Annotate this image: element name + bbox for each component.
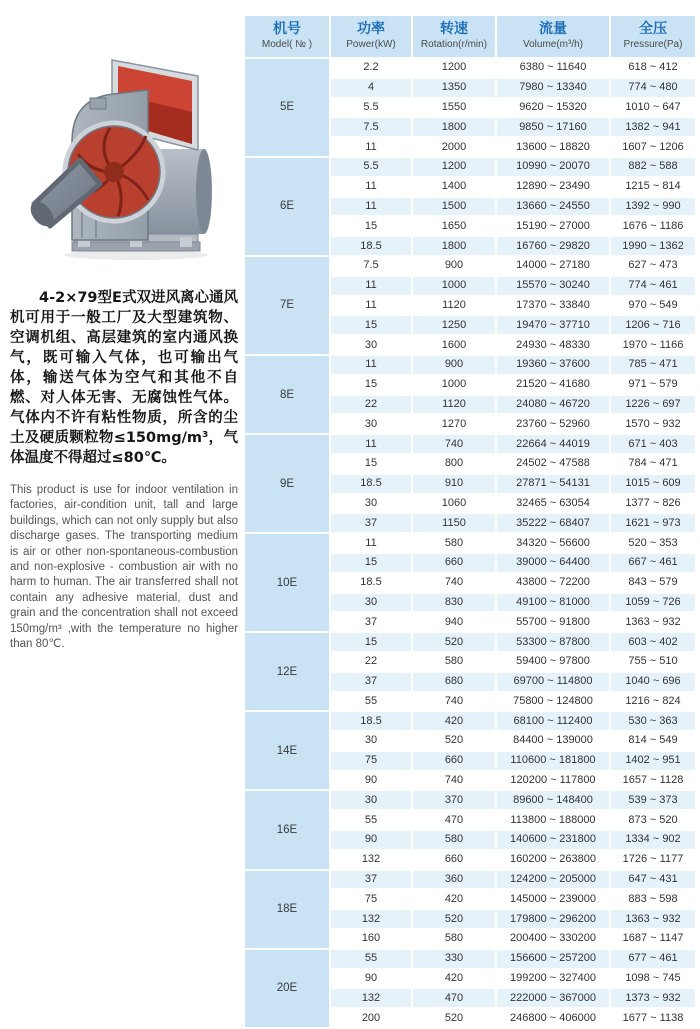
spec-value: 27871 ~ 54131 xyxy=(497,475,609,493)
spec-value: 10990 ~ 20070 xyxy=(497,158,609,176)
spec-value: 124200 ~ 205000 xyxy=(497,871,609,889)
spec-value: 13600 ~ 18820 xyxy=(497,138,609,156)
spec-value: 1120 xyxy=(413,297,495,315)
table-row xyxy=(245,435,695,453)
spec-value: 19470 ~ 37710 xyxy=(497,316,609,334)
table-row xyxy=(245,633,695,651)
spec-value: 113800 ~ 188000 xyxy=(497,811,609,829)
spec-value: 1334 ~ 902 xyxy=(611,831,695,849)
spec-value: 37 xyxy=(331,871,411,889)
spec-value: 24930 ~ 48330 xyxy=(497,336,609,354)
spec-value: 84400 ~ 139000 xyxy=(497,732,609,750)
header-rotation xyxy=(413,16,495,57)
left-column xyxy=(10,14,238,664)
spec-value: 222000 ~ 367000 xyxy=(497,989,609,1007)
table-row xyxy=(245,534,695,552)
spec-value: 19360 ~ 37600 xyxy=(497,356,609,374)
spec-value: 9850 ~ 17160 xyxy=(497,118,609,136)
spec-value: 470 xyxy=(413,989,495,1007)
description-chinese: 4-2×79型E式双进风离心通风机可用于一般工厂及大型建筑物、空调机组、高层建筑的室内通风换气，既可输入气体，也可输出气体，输送气体为空气和其他不自燃、对人体无害、无腐蚀性气体。气体内不许有粘性物质，所含的尘土及硬质颗粒物≤150mg/m³，气体温度不得超过≤80℃。 xyxy=(10,290,238,466)
spec-value: 200 xyxy=(331,1009,411,1027)
spec-value: 740 xyxy=(413,435,495,453)
spec-value: 1500 xyxy=(413,198,495,216)
header-model-cn: 机号 xyxy=(273,21,301,38)
spec-value: 1015 ~ 609 xyxy=(611,475,695,493)
spec-value: 6380 ~ 11640 xyxy=(497,59,609,77)
description-english: This product is use for indoor ventilation in factories, air-condition unit, tall and large buildings, which can not only supply but also discharge gases. The transporting medium is air or other non-spontaneous-combustion and non-explosive - combustion air with no harm to human. The air transferred shall not contain any adhesive material, dust and grain and the concentration shall not exceed 150mg/m³ ,with the temperature no higher than 80℃. xyxy=(10,484,238,651)
spec-value: 37 xyxy=(331,673,411,691)
spec-value: 11 xyxy=(331,356,411,374)
spec-value: 1621 ~ 973 xyxy=(611,514,695,532)
spec-value: 34320 ~ 56600 xyxy=(497,534,609,552)
spec-value: 1363 ~ 932 xyxy=(611,910,695,928)
spec-value: 16760 ~ 29820 xyxy=(497,237,609,255)
spec-value: 21520 ~ 41680 xyxy=(497,376,609,394)
spec-value: 680 xyxy=(413,673,495,691)
spec-value: 18.5 xyxy=(331,712,411,730)
spec-value: 7.5 xyxy=(331,118,411,136)
spec-value: 774 ~ 480 xyxy=(611,79,695,97)
spec-value: 1200 xyxy=(413,158,495,176)
spec-value: 15 xyxy=(331,633,411,651)
spec-value: 1382 ~ 941 xyxy=(611,118,695,136)
table-row xyxy=(245,791,695,809)
spec-value: 1226 ~ 697 xyxy=(611,396,695,414)
spec-value: 520 xyxy=(413,1009,495,1027)
spec-value: 160 xyxy=(331,930,411,948)
spec-value: 59400 ~ 97800 xyxy=(497,653,609,671)
header-pressure xyxy=(611,16,695,57)
spec-value: 49100 ~ 81000 xyxy=(497,594,609,612)
spec-value: 132 xyxy=(331,851,411,869)
spec-value: 11 xyxy=(331,178,411,196)
spec-value: 15570 ~ 30240 xyxy=(497,277,609,295)
spec-value: 677 ~ 461 xyxy=(611,950,695,968)
spec-value: 199200 ~ 327400 xyxy=(497,970,609,988)
spec-value: 900 xyxy=(413,356,495,374)
spec-value: 30 xyxy=(331,415,411,433)
spec-value: 200400 ~ 330200 xyxy=(497,930,609,948)
spec-value: 30 xyxy=(331,495,411,513)
spec-table-body xyxy=(245,59,695,1027)
spec-value: 1000 xyxy=(413,376,495,394)
spec-value: 420 xyxy=(413,712,495,730)
spec-value: 1200 xyxy=(413,59,495,77)
header-rotation-cn: 转速 xyxy=(440,21,468,38)
spec-value: 1650 xyxy=(413,217,495,235)
spec-value: 940 xyxy=(413,613,495,631)
spec-value: 420 xyxy=(413,890,495,908)
spec-value: 15 xyxy=(331,376,411,394)
header-power-en: Power(kW) xyxy=(346,38,396,50)
spec-value: 132 xyxy=(331,989,411,1007)
spec-value: 330 xyxy=(413,950,495,968)
spec-value: 1350 xyxy=(413,79,495,97)
spec-value: 360 xyxy=(413,871,495,889)
header-volume-cn: 流量 xyxy=(539,21,567,38)
spec-value: 55 xyxy=(331,950,411,968)
spec-value: 1657 ~ 1128 xyxy=(611,772,695,790)
spec-value: 15 xyxy=(331,554,411,572)
spec-value: 11 xyxy=(331,534,411,552)
spec-value: 785 ~ 471 xyxy=(611,356,695,374)
spec-value: 5.5 xyxy=(331,158,411,176)
spec-value: 30 xyxy=(331,791,411,809)
spec-value: 627 ~ 473 xyxy=(611,257,695,275)
spec-value: 800 xyxy=(413,455,495,473)
spec-value: 37 xyxy=(331,613,411,631)
spec-value: 11 xyxy=(331,198,411,216)
spec-value: 7.5 xyxy=(331,257,411,275)
spec-value: 11 xyxy=(331,277,411,295)
spec-value: 22664 ~ 44019 xyxy=(497,435,609,453)
spec-value: 23760 ~ 52960 xyxy=(497,415,609,433)
spec-value: 30 xyxy=(331,732,411,750)
spec-value: 1150 xyxy=(413,514,495,532)
spec-value: 618 ~ 412 xyxy=(611,59,695,77)
spec-value: 1206 ~ 716 xyxy=(611,316,695,334)
spec-value: 43800 ~ 72200 xyxy=(497,574,609,592)
spec-value: 90 xyxy=(331,831,411,849)
spec-value: 530 ~ 363 xyxy=(611,712,695,730)
spec-value: 539 ~ 373 xyxy=(611,791,695,809)
spec-value: 12890 ~ 23490 xyxy=(497,178,609,196)
model-cell: 8E xyxy=(245,356,329,433)
spec-value: 910 xyxy=(413,475,495,493)
model-cell: 7E xyxy=(245,257,329,354)
model-cell: 16E xyxy=(245,791,329,868)
spec-value: 1250 xyxy=(413,316,495,334)
model-cell: 18E xyxy=(245,871,329,948)
spec-value: 647 ~ 431 xyxy=(611,871,695,889)
spec-value: 13660 ~ 24550 xyxy=(497,198,609,216)
spec-value: 132 xyxy=(331,910,411,928)
spec-value: 18.5 xyxy=(331,237,411,255)
model-cell: 9E xyxy=(245,435,329,532)
spec-value: 1990 ~ 1362 xyxy=(611,237,695,255)
spec-value: 1215 ~ 814 xyxy=(611,178,695,196)
spec-value: 37 xyxy=(331,514,411,532)
spec-value: 883 ~ 598 xyxy=(611,890,695,908)
spec-value: 784 ~ 471 xyxy=(611,455,695,473)
spec-value: 5.5 xyxy=(331,99,411,117)
spec-value: 35222 ~ 68407 xyxy=(497,514,609,532)
spec-value: 18.5 xyxy=(331,574,411,592)
spec-value: 580 xyxy=(413,831,495,849)
spec-value: 9620 ~ 15320 xyxy=(497,99,609,117)
spec-value: 22 xyxy=(331,396,411,414)
spec-table xyxy=(243,14,697,1029)
spec-value: 1040 ~ 696 xyxy=(611,673,695,691)
spec-value: 17370 ~ 33840 xyxy=(497,297,609,315)
header-power xyxy=(331,16,411,57)
spec-value: 110600 ~ 181800 xyxy=(497,752,609,770)
spec-value: 1726 ~ 1177 xyxy=(611,851,695,869)
table-row xyxy=(245,158,695,176)
model-cell: 20E xyxy=(245,950,329,1027)
header-model-en: Model( № ) xyxy=(261,38,313,50)
spec-value: 120200 ~ 117800 xyxy=(497,772,609,790)
spec-value: 1400 xyxy=(413,178,495,196)
spec-value: 970 ~ 549 xyxy=(611,297,695,315)
spec-value: 370 xyxy=(413,791,495,809)
header-rotation-en: Rotation(r/min) xyxy=(420,38,488,50)
spec-value: 740 xyxy=(413,772,495,790)
spec-value: 1676 ~ 1186 xyxy=(611,217,695,235)
spec-value: 90 xyxy=(331,772,411,790)
spec-value: 671 ~ 403 xyxy=(611,435,695,453)
spec-value: 68100 ~ 112400 xyxy=(497,712,609,730)
model-cell: 5E xyxy=(245,59,329,156)
spec-value: 1216 ~ 824 xyxy=(611,693,695,711)
spec-value: 660 xyxy=(413,851,495,869)
spec-value: 90 xyxy=(331,970,411,988)
spec-value: 53300 ~ 87800 xyxy=(497,633,609,651)
spec-value: 774 ~ 461 xyxy=(611,277,695,295)
spec-value: 75800 ~ 124800 xyxy=(497,693,609,711)
spec-value: 971 ~ 579 xyxy=(611,376,695,394)
spec-value: 520 xyxy=(413,910,495,928)
spec-value: 900 xyxy=(413,257,495,275)
spec-value: 14000 ~ 27180 xyxy=(497,257,609,275)
header-row xyxy=(245,16,695,57)
spec-value: 1392 ~ 990 xyxy=(611,198,695,216)
header-pressure-en: Pressure(Pa) xyxy=(623,38,683,50)
spec-value: 520 xyxy=(413,633,495,651)
spec-value: 75 xyxy=(331,752,411,770)
spec-value: 740 xyxy=(413,574,495,592)
spec-value: 18.5 xyxy=(331,475,411,493)
model-cell: 6E xyxy=(245,158,329,255)
spec-value: 15 xyxy=(331,455,411,473)
spec-value: 2.2 xyxy=(331,59,411,77)
spec-value: 11 xyxy=(331,435,411,453)
table-row xyxy=(245,59,695,77)
model-cell: 14E xyxy=(245,712,329,789)
spec-value: 1570 ~ 932 xyxy=(611,415,695,433)
spec-value: 160200 ~ 263800 xyxy=(497,851,609,869)
spec-value: 22 xyxy=(331,653,411,671)
spec-value: 882 ~ 588 xyxy=(611,158,695,176)
table-row xyxy=(245,871,695,889)
spec-value: 1059 ~ 726 xyxy=(611,594,695,612)
spec-value: 2000 xyxy=(413,138,495,156)
spec-value: 15190 ~ 27000 xyxy=(497,217,609,235)
spec-value: 1402 ~ 951 xyxy=(611,752,695,770)
spec-value: 1010 ~ 647 xyxy=(611,99,695,117)
spec-value: 24080 ~ 46720 xyxy=(497,396,609,414)
spec-value: 7980 ~ 13340 xyxy=(497,79,609,97)
spec-value: 1377 ~ 826 xyxy=(611,495,695,513)
spec-value: 140600 ~ 231800 xyxy=(497,831,609,849)
spec-value: 32465 ~ 63054 xyxy=(497,495,609,513)
spec-value: 1120 xyxy=(413,396,495,414)
spec-value: 89600 ~ 148400 xyxy=(497,791,609,809)
spec-value: 660 xyxy=(413,554,495,572)
spec-table-container xyxy=(243,14,697,1029)
spec-value: 1363 ~ 932 xyxy=(611,613,695,631)
spec-value: 1098 ~ 745 xyxy=(611,970,695,988)
spec-value: 156600 ~ 257200 xyxy=(497,950,609,968)
spec-value: 11 xyxy=(331,138,411,156)
table-row xyxy=(245,356,695,374)
table-row xyxy=(245,712,695,730)
spec-value: 1000 xyxy=(413,277,495,295)
header-model xyxy=(245,16,329,57)
spec-value: 1970 ~ 1166 xyxy=(611,336,695,354)
spec-value: 246800 ~ 406000 xyxy=(497,1009,609,1027)
spec-value: 603 ~ 402 xyxy=(611,633,695,651)
spec-value: 740 xyxy=(413,693,495,711)
spec-value: 843 ~ 579 xyxy=(611,574,695,592)
spec-value: 55 xyxy=(331,693,411,711)
spec-value: 55 xyxy=(331,811,411,829)
spec-value: 580 xyxy=(413,930,495,948)
header-volume xyxy=(497,16,609,57)
spec-value: 660 xyxy=(413,752,495,770)
spec-value: 75 xyxy=(331,890,411,908)
spec-value: 520 ~ 353 xyxy=(611,534,695,552)
spec-value: 755 ~ 510 xyxy=(611,653,695,671)
spec-value: 830 xyxy=(413,594,495,612)
spec-value: 520 xyxy=(413,732,495,750)
spec-value: 24502 ~ 47588 xyxy=(497,455,609,473)
spec-value: 420 xyxy=(413,970,495,988)
spec-value: 580 xyxy=(413,653,495,671)
spec-table-header xyxy=(245,16,695,57)
model-cell: 12E xyxy=(245,633,329,710)
spec-value: 55700 ~ 91800 xyxy=(497,613,609,631)
table-row xyxy=(245,257,695,275)
spec-value: 15 xyxy=(331,316,411,334)
header-pressure-cn: 全压 xyxy=(639,21,667,38)
spec-value: 470 xyxy=(413,811,495,829)
spec-value: 667 ~ 461 xyxy=(611,554,695,572)
spec-value: 1373 ~ 932 xyxy=(611,989,695,1007)
spec-value: 39000 ~ 64400 xyxy=(497,554,609,572)
spec-value: 30 xyxy=(331,594,411,612)
spec-value: 145000 ~ 239000 xyxy=(497,890,609,908)
spec-value: 1687 ~ 1147 xyxy=(611,930,695,948)
spec-value: 1550 xyxy=(413,99,495,117)
spec-value: 179800 ~ 296200 xyxy=(497,910,609,928)
spec-value: 1800 xyxy=(413,118,495,136)
centrifugal-fan-illustration xyxy=(26,54,226,264)
model-cell: 10E xyxy=(245,534,329,631)
spec-value: 1677 ~ 1138 xyxy=(611,1009,695,1027)
spec-value: 1270 xyxy=(413,415,495,433)
spec-value: 15 xyxy=(331,217,411,235)
spec-value: 11 xyxy=(331,297,411,315)
spec-value: 814 ~ 549 xyxy=(611,732,695,750)
fan-product-image xyxy=(26,54,226,264)
spec-value: 580 xyxy=(413,534,495,552)
spec-value: 1600 xyxy=(413,336,495,354)
spec-value: 1607 ~ 1206 xyxy=(611,138,695,156)
table-row xyxy=(245,950,695,968)
spec-value: 873 ~ 520 xyxy=(611,811,695,829)
header-volume-en: Volume(m³/h) xyxy=(522,38,583,50)
spec-value: 69700 ~ 114800 xyxy=(497,673,609,691)
header-power-cn: 功率 xyxy=(357,21,385,38)
spec-value: 30 xyxy=(331,336,411,354)
spec-value: 1060 xyxy=(413,495,495,513)
spec-value: 4 xyxy=(331,79,411,97)
spec-value: 1800 xyxy=(413,237,495,255)
